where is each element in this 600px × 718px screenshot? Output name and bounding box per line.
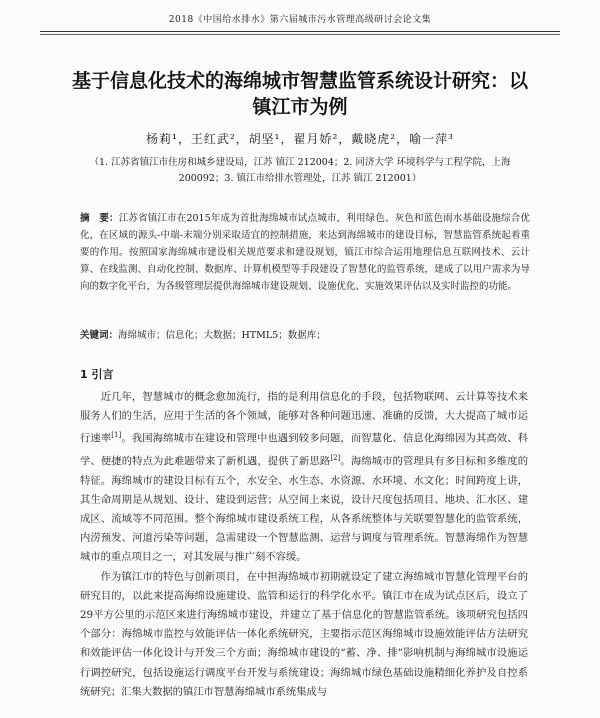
section-heading: 1 引言 (80, 368, 114, 381)
abstract (80, 210, 530, 295)
body-text-run: 近几年，智慧城市的概念愈加流行，指的是利用信息化的手段，包括物联网、云计算等技术来服务人们的生活，应用于生活的各个领域，能够对各种问题迅速、准确的反馈，大大提高了城市运行速率 (80, 391, 528, 445)
body-text-run: 。海绵城市的管理具有多目标和多维度的特征。海绵城市的建设目标有五个，水安全、水生态、水资源、水环境、水文化；时间跨度上讲，其生命周期是从规划、设计、建设到运营；从空间上来说，设计尺度包括项目、地块、汇水区、建成区、流域等不同范围。整个海绵城市建设系统工程，从各系统整体与关联要智慧化的监管系统，内涝预发、河道污染等问题，急需建设一个智慧监测、运营与调度与管理系统。智慧海绵作为智慧城市的重点项目之一，对其发展与推广刻不容缓。 (80, 455, 529, 564)
body-text (80, 388, 528, 702)
affiliations: （1. 江苏省镇江市住房和城乡建设局，江苏 镇江 212004；2. 同济大学 环境科学与工程学院，上海 200092；3. 镇江市给排水管理处，江苏 镇江 212001） (89, 157, 511, 184)
header-rule-thin (40, 34, 560, 35)
body-text-run: 。我国海绵城市在建设和管理中也遇到较多问题，而智慧化、信息化海绵因为其高效、科学、便捷的特点为此难题带来了新机遇，提供了新思路 (80, 432, 529, 468)
header-rule (40, 31, 560, 32)
paper-title: 基于信息化技术的海绵城市智慧监管系统设计研究：以镇江市为例 (71, 70, 528, 118)
running-header: 2018《中国给水排水》第六届城市污水管理高级研讨会论文集 (168, 15, 432, 25)
body-paragraph: 作为镇江市的特色与创新项目，在中担海绵城市初期就设定了建立海绵城市智慧化管理平台的研究目的，以此来提高海绵设施建设、监管和运行的科学化水平。镇江市在成为试点区后，设立了29平方公里的示范区来进行海绵城市建设，并建立了基于信息化的智慧监管系统。该项研究包括四个部分：海绵城市监控与效能评估一体化系统研究，主要指示范区海绵城市设施效能评估方法研究和效能评估一体化设计与开发三个方面；海绵城市建设的“蓄、净、排”影响机制与海绵城市设施运行调控研究，包括设施运行调度平台开发与系统建设；海绵城市绿色基础设施精细化养护及自控系统研究；汇集大数据的镇江市智慧海绵城市系统集成与 (80, 570, 528, 698)
keywords-label: 关键词： (80, 330, 119, 341)
abstract-label: 摘 要： (80, 213, 119, 224)
body-paragraph (80, 388, 528, 568)
keywords (80, 328, 530, 344)
abstract-text: 江苏省镇江市在2015年成为首批海绵城市试点城市，利用绿色、灰色和蓝色雨水基础设施综合优化，在区域的源头-中端-末端分别采取适宜的控制措施，来达到海绵城市的建设目标，智慧监管系统起着重要的作用。按照国家海绵城市建设相关规范要求和建设规划，镇江市综合运用地理信息互联网技术、云计算、在线监测、自动化控制、数据库、计算机模型等手段建设了智慧化的监管系统，建成了以用户需求为导向的数字化平台，为各级管理层提供海绵城市建设规划、设施优化、实施效果评估以及实时监控的功能。 (80, 213, 530, 292)
keywords-text: 海绵城市；信息化；大数据；HTML5；数据库； (118, 330, 326, 341)
citation: [2] (330, 454, 341, 463)
citation: [1] (111, 431, 122, 440)
author-list: 杨莉¹，王红武²，胡坚¹，翟月娇²，戴晓虎²，喻一萍³ (146, 132, 454, 146)
